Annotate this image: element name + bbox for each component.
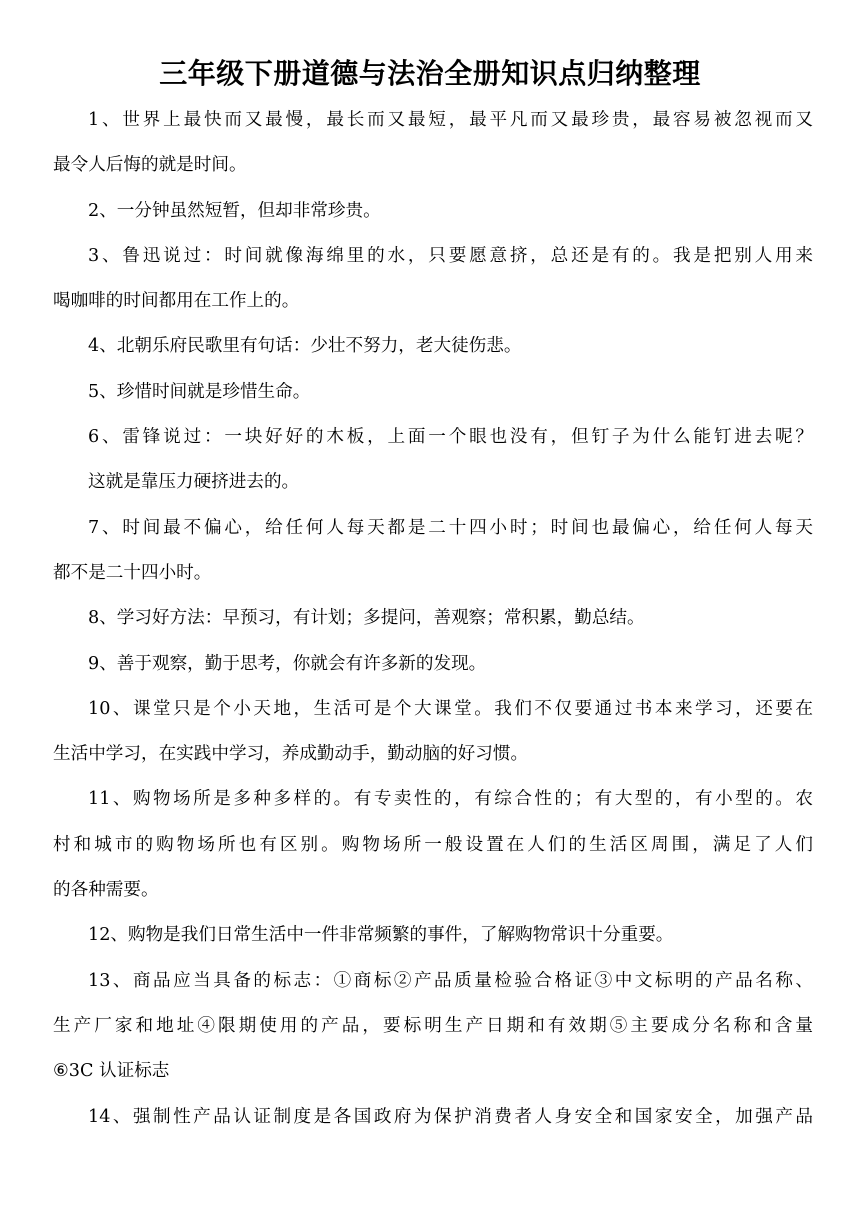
text-line: 11、购物场所是多种多样的。有专卖性的，有综合性的；有大型的，有小型的。农 bbox=[88, 789, 813, 810]
document-title: 三年级下册道德与法治全册知识点归纳整理 bbox=[159, 57, 701, 90]
text-line: 8、学习好方法：早预习，有计划；多提问，善观察；常积累，勤总结。 bbox=[88, 608, 645, 629]
text-line: 4、北朝乐府民歌里有句话：少壮不努力，老大徒伤悲。 bbox=[88, 336, 522, 357]
text-line: 最令人后悔的就是时间。 bbox=[53, 155, 247, 176]
text-line: 7、时间最不偏心，给任何人每天都是二十四小时；时间也最偏心，给任何人每天 bbox=[88, 517, 813, 538]
text-line: 9、善于观察，勤于思考，你就会有许多新的发现。 bbox=[88, 653, 487, 674]
text-line: 3、鲁迅说过：时间就像海绵里的水，只要愿意挤，总还是有的。我是把别人用来 bbox=[88, 245, 813, 266]
text-line: 都不是二十四小时。 bbox=[53, 562, 212, 583]
text-line: 14、强制性产品认证制度是各国政府为保护消费者人身安全和国家安全，加强产品 bbox=[88, 1106, 813, 1127]
text-line: 喝咖啡的时间都用在工作上的。 bbox=[53, 291, 300, 312]
document-body bbox=[53, 98, 813, 1140]
text-line: 10、课堂只是个小天地，生活可是个大课堂。我们不仅要通过书本来学习，还要在 bbox=[88, 698, 813, 719]
text-line: 生产厂家和地址④限期使用的产品，要标明生产日期和有效期⑤主要成分名称和含量 bbox=[53, 1015, 813, 1036]
text-line: ⑥3C 认证标志 bbox=[53, 1061, 170, 1082]
text-line: 12、购物是我们日常生活中一件非常频繁的事件，了解购物常识十分重要。 bbox=[88, 925, 674, 946]
text-line: 村和城市的购物场所也有区别。购物场所一般设置在人们的生活区周围，满足了人们 bbox=[53, 834, 813, 855]
text-line: 的各种需要。 bbox=[53, 880, 159, 901]
text-line: 这就是靠压力硬挤进去的。 bbox=[88, 472, 300, 493]
text-line: 2、一分钟虽然短暂，但却非常珍贵。 bbox=[88, 200, 381, 221]
text-line: 13、商品应当具备的标志：①商标②产品质量检验合格证③中文标明的产品名称、 bbox=[88, 970, 813, 991]
text-line: 5、珍惜时间就是珍惜生命。 bbox=[88, 381, 311, 402]
text-line: 生活中学习，在实践中学习，养成勤动手，勤动脑的好习惯。 bbox=[53, 744, 529, 765]
text-line: 1、世界上最快而又最慢，最长而又最短，最平凡而又最珍贵，最容易被忽视而又 bbox=[88, 110, 813, 130]
text-line: 6、雷锋说过：一块好好的木板，上面一个眼也没有，但钉子为什么能钉进去呢？ bbox=[88, 427, 813, 448]
